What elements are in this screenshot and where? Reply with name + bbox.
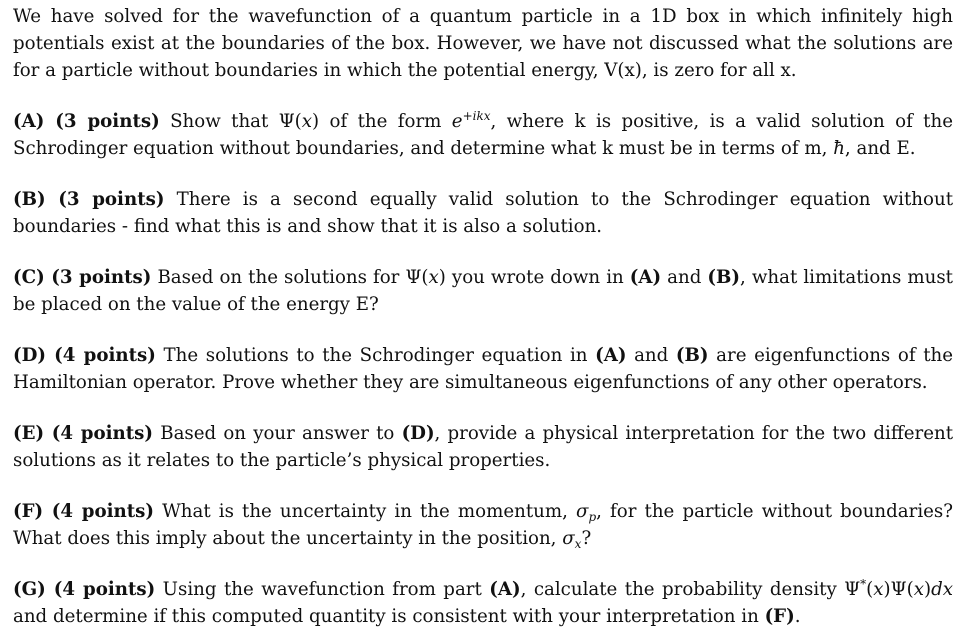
part-g-text-1: Using the wavefunction from part bbox=[155, 579, 490, 600]
part-b-text-1: There is a second equally valid solution to the Schrodinger equation without boundaries - find what this is and show that it is also a solution. bbox=[13, 189, 953, 237]
part-b-paragraph bbox=[13, 186, 953, 240]
part-e-text-2: , provide a physical interpretation for the two different solutions as it relates to the particle’s physical properties. bbox=[13, 423, 953, 471]
plane-wave-expression: $e^{+ikx}$ bbox=[451, 109, 491, 132]
part-e-text-1: Based on your answer to bbox=[153, 423, 402, 444]
part-c-text-4: , what limitations must be placed on the value of the energy E? bbox=[13, 267, 953, 315]
part-a-text-1: Show that bbox=[159, 111, 279, 132]
part-g-label: (G) (4 points) bbox=[13, 579, 156, 600]
part-g-paragraph bbox=[13, 576, 953, 630]
intro-paragraph bbox=[13, 3, 953, 84]
part-d-label: (D) (4 points) bbox=[13, 345, 156, 366]
ref-part-d: (D) bbox=[401, 423, 435, 444]
psi-of-x: Ψ(x) bbox=[278, 111, 320, 132]
psi-of-x: Ψ(x) bbox=[405, 267, 446, 288]
part-c-paragraph bbox=[13, 264, 953, 318]
part-g-text-2: , calculate the probability density bbox=[520, 579, 845, 600]
part-d-text-2: and bbox=[626, 345, 676, 366]
probability-density-expression: Ψ*(x)Ψ(x)dx bbox=[844, 577, 953, 600]
ref-part-b: (B) bbox=[707, 267, 741, 288]
part-c-text-1: Based on the solutions for bbox=[151, 267, 406, 288]
ref-part-a: (A) bbox=[489, 579, 521, 600]
part-e-paragraph bbox=[13, 420, 953, 474]
part-d-paragraph bbox=[13, 342, 953, 396]
ref-part-a: (A) bbox=[629, 267, 662, 288]
part-g-text-3: and determine if this computed quantity is consistent with your interpretation in bbox=[13, 606, 765, 627]
part-f-text-3: ? bbox=[581, 528, 592, 549]
ref-part-a: (A) bbox=[595, 345, 627, 366]
part-f-paragraph bbox=[13, 498, 953, 552]
part-b-label: (B) (3 points) bbox=[13, 189, 165, 210]
part-a-text-4: , and E. bbox=[844, 138, 916, 159]
part-d-text-1: The solutions to the Schrodinger equation in bbox=[155, 345, 596, 366]
intro-text: We have solved for the wavefunction of a quantum particle in a 1D box in which infinitely high potentials exist at the boundaries of the box. However, we have not discussed what the solutions are for a particle without boundaries in which the potential energy, V(x), is zero for all x. bbox=[13, 6, 953, 81]
sigma-p: $\sigma_p$ bbox=[576, 501, 597, 524]
hbar-symbol: ħ bbox=[833, 138, 845, 159]
problem-document bbox=[13, 3, 953, 630]
part-c-text-3: and bbox=[661, 267, 708, 288]
part-c-label: (C) (3 points) bbox=[13, 267, 152, 288]
part-f-text-1: What is the uncertainty in the momentum, bbox=[153, 501, 577, 522]
part-a-text-2: of the form bbox=[319, 111, 452, 132]
part-a-label: (A) (3 points) bbox=[13, 111, 160, 132]
part-c-text-2: you wrote down in bbox=[445, 267, 630, 288]
part-f-text-2: , for the particle without boundaries? What does this imply about the uncertainty in the position, bbox=[13, 501, 953, 549]
ref-part-b: (B) bbox=[675, 345, 709, 366]
part-f-label: (F) (4 points) bbox=[13, 501, 154, 522]
sigma-x: $\sigma_x$ bbox=[562, 528, 582, 551]
part-d-text-3: are eigenfunctions of the Hamiltonian operator. Prove whether they are simultaneous eigenfunctions of any other operators. bbox=[13, 345, 954, 393]
part-g-text-4: . bbox=[794, 606, 801, 627]
part-a-text-3: , where k is positive, is a valid solution of the Schrodinger equation without boundaries, and determine what k must be in terms of m, bbox=[13, 111, 953, 159]
part-e-label: (E) (4 points) bbox=[13, 423, 154, 444]
ref-part-f: (F) bbox=[764, 606, 795, 627]
part-a-paragraph bbox=[13, 108, 953, 162]
